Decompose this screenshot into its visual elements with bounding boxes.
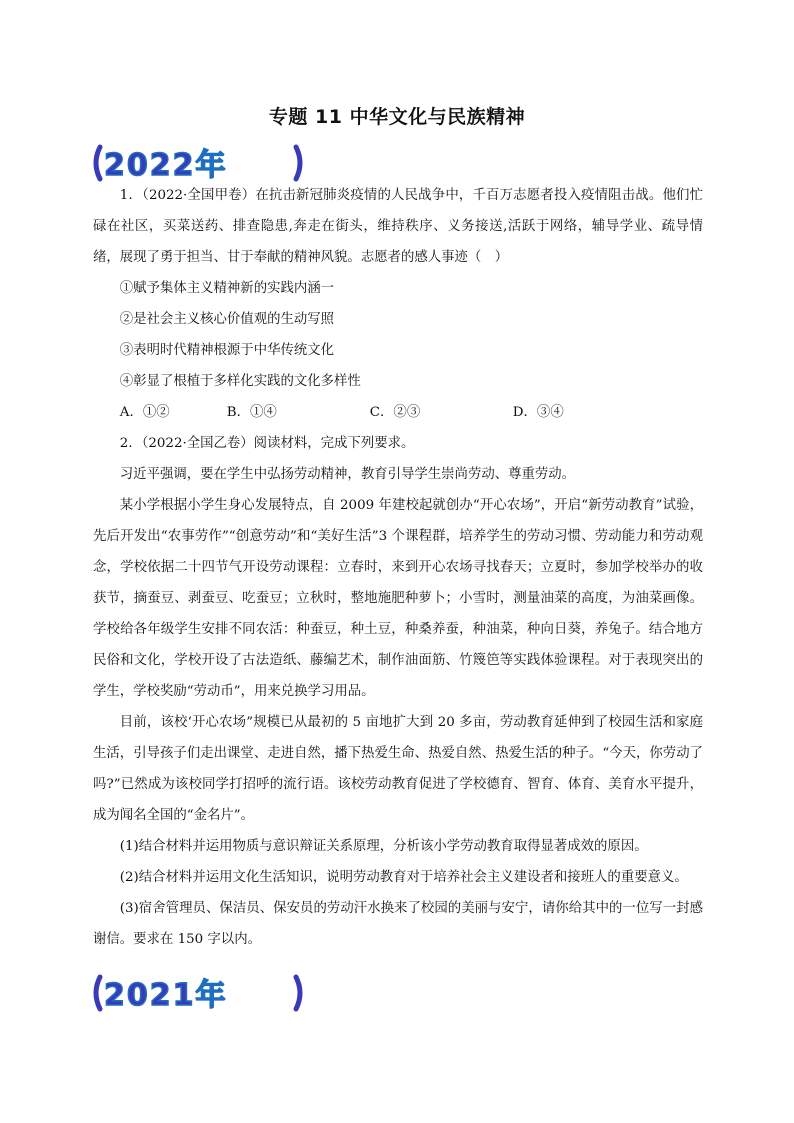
year-banner-2021-text: 2021年	[104, 978, 228, 1013]
choice-a: A．①②	[119, 405, 170, 420]
banner-right-bracket	[296, 147, 300, 179]
question-1-option: ③表明时代精神根源于中华传统文化	[119, 343, 335, 358]
subquestion: (2)结合材料并运用文化生活知识，说明劳动教育对于培养社会主义建设者和接班人的重要意义。	[119, 870, 688, 885]
year-banner-2022	[92, 143, 312, 183]
year-banner-2021	[92, 973, 312, 1013]
choice-d: D．③④	[512, 405, 564, 420]
question-1-option: ①赋予集体主义精神新的实践内涵一	[119, 281, 335, 296]
subquestion: (1)结合材料并运用物质与意识辩证关系原理，分析该小学劳动教育取得显著成效的原因。	[119, 839, 648, 854]
question-1-option: ④彰显了根植于多样化实践的文化多样性	[119, 374, 361, 389]
banner-left-bracket	[96, 977, 100, 1009]
banner-right-bracket	[296, 977, 300, 1009]
question-2-stem: 2．（2022·全国乙卷）阅读材料，完成下列要求。	[119, 436, 415, 451]
subquestion: (3)宿舍管理员、保洁员、保安员的劳动汗水换来了校园的美丽与安宁，请你给其中的一位写一封感谢信。要求在 150 字以内。	[93, 901, 703, 947]
page-title: 专题 11 中华文化与民族精神	[268, 106, 526, 128]
content-body	[93, 180, 703, 955]
choice-b: B．①④	[226, 405, 277, 420]
banner-left-bracket	[96, 147, 100, 179]
material-paragraph: 某小学根据小学生身心发展特点，自 2009 年建校起就创办“开心农场”，开启“新劳动教育”试验，先后开发出“农事劳作”“创意劳动”和“美好生活”3 个课程群，培养学生的劳动习惯、劳动能力和劳动观念，学校依据二十四节气开设劳动课程：立春时，来到开心农场寻找春天；立夏时，参加学校举办的收获节，摘蚕豆、剥蚕豆、吃蚕豆；立秋时，整地施肥种萝卜；小雪时，测量油菜的高度，为油菜画像。学校给各年级学生安排不同农活：种蚕豆，种土豆，种桑养蚕，种油菜，种向日葵，养兔子。结合地方民俗和文化，学校开设了古法造纸、藤编艺术，制作油面筋、竹篾笆等实践体验课程。对于表现突出的学生，学校奖励“劳动币”，用来兑换学习用品。	[93, 498, 703, 699]
year-banner-2022-graphic	[92, 143, 312, 183]
choice-c: C．②③	[369, 405, 421, 420]
question-1-stem: 1．（2022·全国甲卷）在抗击新冠肺炎疫情的人民战争中，千百万志愿者投入疫情阻击战。他们忙碌在社区，买菜送药、排查隐患,奔走在街头，维持秩序、义务接送,活跃于网络，辅导学业、疏导情绪，展现了勇于担当、甘于奉献的精神风貌。志愿者的感人事迹（ ）	[93, 188, 703, 265]
material-paragraph: 目前，该校‘开心农场”规模已从最初的 5 亩地扩大到 20 多亩，劳动教育延伸到了校园生活和家庭生活，引导孩子们走出课堂、走进自然，播下热爱生命、热爱自然、热爱生活的种子。“今天，你劳动了吗?”已然成为该校同学打招呼的流行语。该校劳动教育促进了学校德育、智育、体育、美育水平提升，成为闻名全国的“金名片”。	[93, 715, 703, 823]
question-1-choices	[93, 397, 703, 428]
year-banner-2022-text: 2022年	[104, 148, 228, 183]
year-banner-2021-graphic	[92, 973, 312, 1013]
material-paragraph: 习近平强调，要在学生中弘扬劳动精神，教育引导学生崇尚劳动、尊重劳动。	[119, 467, 576, 482]
question-1-option: ②是社会主义核心价值观的生动写照	[119, 312, 335, 327]
